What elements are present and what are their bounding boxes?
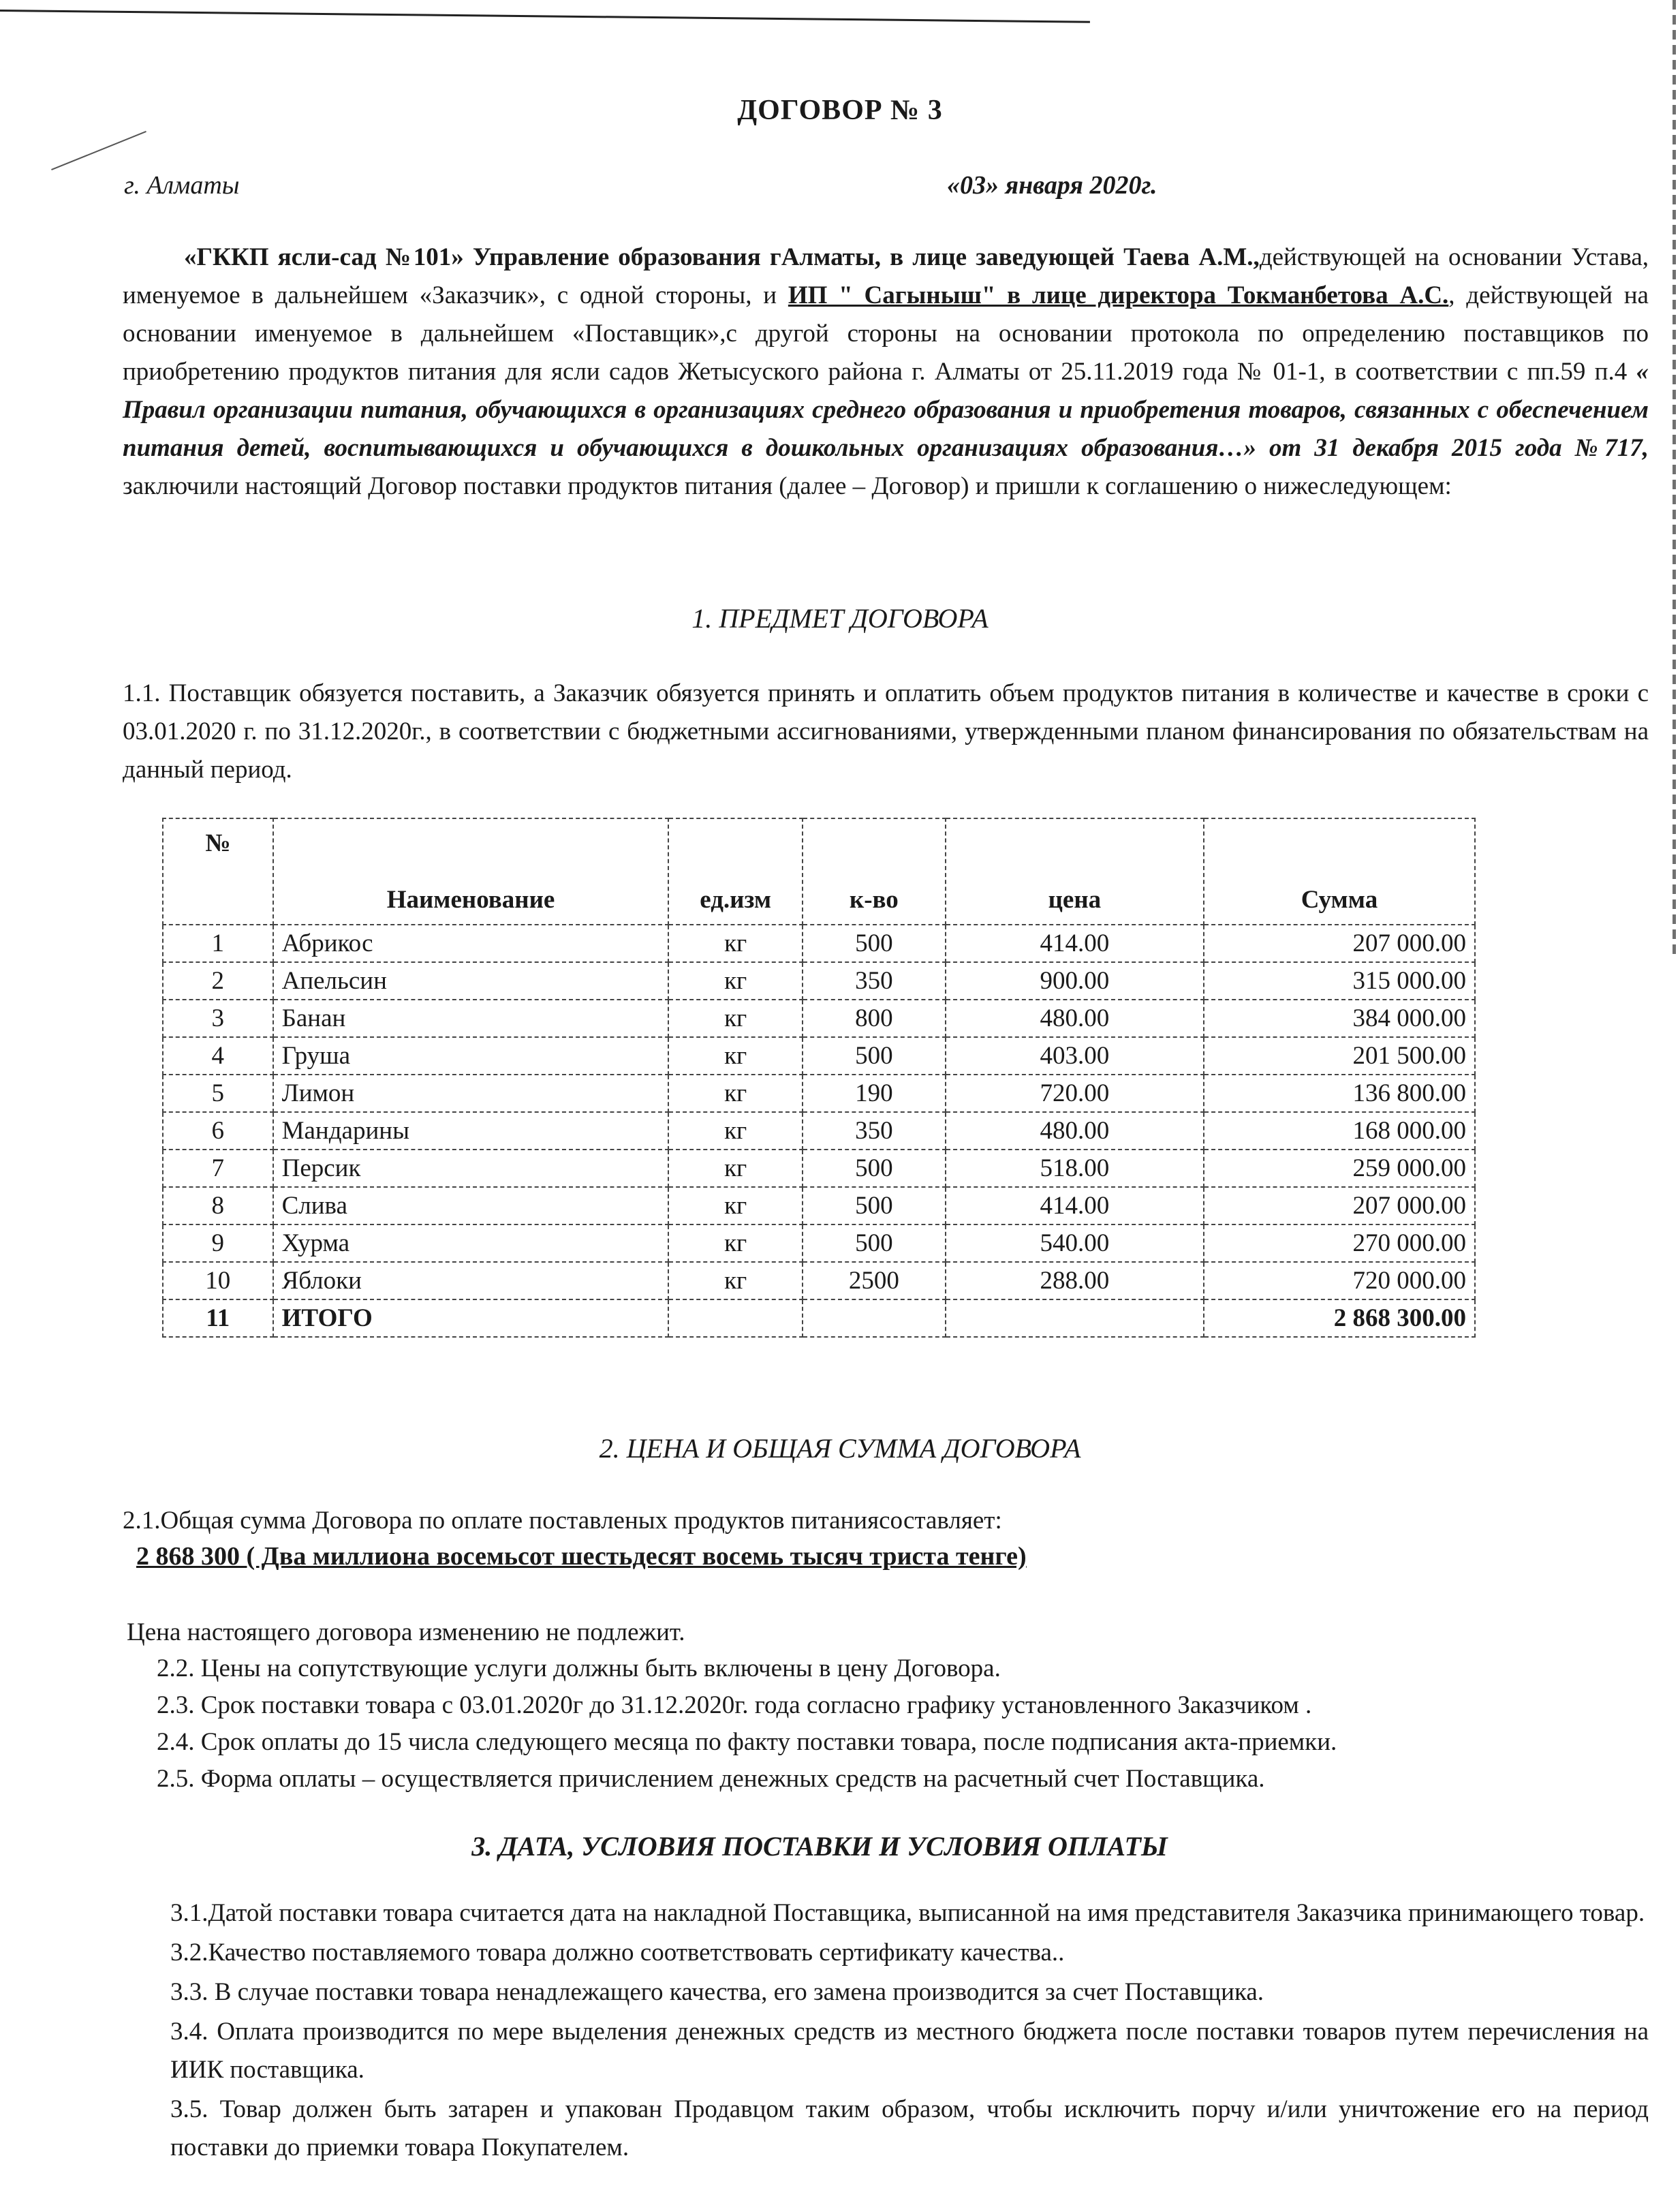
row-unit: кг xyxy=(668,1075,802,1112)
table-row xyxy=(163,1037,1475,1075)
row-price: 518.00 xyxy=(946,1150,1204,1187)
table-row xyxy=(163,925,1475,962)
row-price: 480.00 xyxy=(946,1000,1204,1037)
row-qty: 500 xyxy=(803,925,946,962)
section2-item: 2.4. Срок оплаты до 15 числа следующего месяца по факту поставки товара, после подписания акта-приемки. xyxy=(157,1728,1337,1756)
row-sum: 207 000.00 xyxy=(1204,925,1475,962)
row-sum: 384 000.00 xyxy=(1204,1000,1475,1037)
row-num: 3 xyxy=(163,1000,273,1037)
row-num: 8 xyxy=(163,1187,273,1224)
section3-item: 3.5. Товар должен быть затарен и упакован Продавцом таким образом, чтобы исключить порчу и/или уничтожение его на период поставки до приемки товара Покупателем. xyxy=(170,2095,1649,2161)
row-name: Слива xyxy=(273,1187,669,1224)
section2-price-fixed: Цена настоящего договора изменению не подлежит. xyxy=(127,1618,685,1646)
row-qty: 800 xyxy=(803,1000,946,1037)
row-num: 9 xyxy=(163,1224,273,1262)
document-title: ДОГОВОР № 3 xyxy=(737,95,943,126)
row-sum: 720 000.00 xyxy=(1204,1262,1475,1299)
row-price: 540.00 xyxy=(946,1224,1204,1262)
row-price: 480.00 xyxy=(946,1112,1204,1150)
row-name: Хурма xyxy=(273,1224,669,1262)
total-qty-empty xyxy=(803,1299,946,1337)
row-unit: кг xyxy=(668,1262,802,1299)
total-sum: 2 868 300.00 xyxy=(1204,1299,1475,1337)
table-row xyxy=(163,1075,1475,1112)
party1-name: «ГККП ясли-сад №101» Управление образования гАлматы, в лице заведующей Таева А.М., xyxy=(184,243,1260,271)
row-sum: 259 000.00 xyxy=(1204,1150,1475,1187)
rules-reference: « Правил организации питания, обучающихся в организациях среднего образования и приобретения товаров, связанных с обеспечением питания детей, воспитывающихся и обучающихся в дошкольных организациях образования…» от 31 декабря 2015 года №717, xyxy=(123,358,1649,462)
row-qty: 2500 xyxy=(803,1262,946,1299)
table-row xyxy=(163,1187,1475,1224)
row-qty: 350 xyxy=(803,1112,946,1150)
total-price-empty xyxy=(946,1299,1204,1337)
row-sum: 315 000.00 xyxy=(1204,962,1475,1000)
row-num: 2 xyxy=(163,962,273,1000)
row-price: 414.00 xyxy=(946,925,1204,962)
row-sum: 207 000.00 xyxy=(1204,1187,1475,1224)
row-price: 414.00 xyxy=(946,1187,1204,1224)
col-header-unit: ед.изм xyxy=(668,818,802,925)
row-sum: 201 500.00 xyxy=(1204,1037,1475,1075)
party2-name: ИП " Сагыныш" в лице директора Токманбетова А.С. xyxy=(788,281,1449,309)
row-name: Персик xyxy=(273,1150,669,1187)
row-unit: кг xyxy=(668,925,802,962)
intro-text-3: заключили настоящий Договор поставки продуктов питания (далее – Договор) и пришли к соглашению о нижеследующем: xyxy=(123,472,1452,500)
col-header-num: № xyxy=(163,818,273,925)
col-header-price: цена xyxy=(946,818,1204,925)
row-name: Мандарины xyxy=(273,1112,669,1150)
table-row xyxy=(163,1150,1475,1187)
intro-text-1: действующей на основании Устава, именуемое в дальнейшем «Заказчик», с одной стороны, и xyxy=(123,243,1649,309)
row-sum: 168 000.00 xyxy=(1204,1112,1475,1150)
table-total-row xyxy=(163,1299,1475,1337)
table-row xyxy=(163,1224,1475,1262)
col-header-qty: к-во xyxy=(803,818,946,925)
scan-artifact-right xyxy=(1673,0,1676,954)
table-row xyxy=(163,962,1475,1000)
table-row xyxy=(163,1000,1475,1037)
row-name: Банан xyxy=(273,1000,669,1037)
section3-item: 3.1.Датой поставки товара считается дата на накладной Поставщика, выписанной на имя представителя Заказчика принимающего товар. xyxy=(170,1899,1645,1927)
row-price: 900.00 xyxy=(946,962,1204,1000)
total-num: 11 xyxy=(163,1299,273,1337)
row-name: Абрикос xyxy=(273,925,669,962)
row-unit: кг xyxy=(668,1187,802,1224)
row-qty: 350 xyxy=(803,962,946,1000)
section1-title: 1. ПРЕДМЕТ ДОГОВОРА xyxy=(691,603,989,634)
row-unit: кг xyxy=(668,1224,802,1262)
row-name: Яблоки xyxy=(273,1262,669,1299)
section2-list xyxy=(157,1650,1680,1798)
section2-title: 2. ЦЕНА И ОБЩАЯ СУММА ДОГОВОРА xyxy=(599,1433,1081,1464)
row-sum: 270 000.00 xyxy=(1204,1224,1475,1262)
row-price: 720.00 xyxy=(946,1075,1204,1112)
row-sum: 136 800.00 xyxy=(1204,1075,1475,1112)
row-unit: кг xyxy=(668,1112,802,1150)
contract-city: г. Алматы xyxy=(124,171,240,200)
section2-item: 2.3. Срок поставки товара с 03.01.2020г до 31.12.2020г. года согласно графику установленного Заказчиком . xyxy=(157,1691,1312,1719)
table-header-row xyxy=(163,818,1475,925)
total-label: ИТОГО xyxy=(273,1299,669,1337)
row-qty: 190 xyxy=(803,1075,946,1112)
section3-item: 3.4. Оплата производится по мере выделения денежных средств из местного бюджета после поставки товаров путем перечисления на ИИК поставщика. xyxy=(170,2018,1649,2084)
total-unit-empty xyxy=(668,1299,802,1337)
col-header-name: Наименование xyxy=(273,818,669,925)
pen-mark xyxy=(51,131,146,170)
row-name: Груша xyxy=(273,1037,669,1075)
section3-item: 3.3. В случае поставки товара ненадлежащего качества, его замена производится за счет Поставщика. xyxy=(170,1978,1264,2006)
table-row xyxy=(163,1262,1475,1299)
row-num: 5 xyxy=(163,1075,273,1112)
intro-paragraph xyxy=(123,238,1649,506)
row-num: 1 xyxy=(163,925,273,962)
section3-list xyxy=(170,1894,1649,2168)
row-unit: кг xyxy=(668,962,802,1000)
section2-paragraph-1: 2.1.Общая сумма Договора по оплате поставленых продуктов питаниясоставляет: xyxy=(123,1507,1002,1535)
scan-artifact-top xyxy=(0,10,1090,23)
row-price: 403.00 xyxy=(946,1037,1204,1075)
row-name: Апельсин xyxy=(273,962,669,1000)
row-qty: 500 xyxy=(803,1187,946,1224)
products-table xyxy=(162,818,1476,1338)
row-num: 7 xyxy=(163,1150,273,1187)
row-num: 4 xyxy=(163,1037,273,1075)
contract-total-sum-text: 2 868 300 ( Два миллиона восемьсот шестьдесят восемь тысяч триста тенге) xyxy=(136,1542,1027,1571)
row-qty: 500 xyxy=(803,1150,946,1187)
row-unit: кг xyxy=(668,1150,802,1187)
section3-title: 3. ДАТА, УСЛОВИЯ ПОСТАВКИ И УСЛОВИЯ ОПЛАТЫ xyxy=(471,1831,1168,1862)
row-qty: 500 xyxy=(803,1037,946,1075)
section2-item: 2.5. Форма оплаты – осуществляется причислением денежных средств на расчетный счет Поставщика. xyxy=(157,1765,1265,1793)
row-qty: 500 xyxy=(803,1224,946,1262)
table-row xyxy=(163,1112,1475,1150)
row-num: 6 xyxy=(163,1112,273,1150)
row-num: 10 xyxy=(163,1262,273,1299)
contract-date: «03» января 2020г. xyxy=(947,171,1157,200)
intro-text-2: , действующей на основании именуемое в дальнейшем «Поставщик»,с другой стороны на основании протокола по определению поставщиков по приобретению продуктов питания для ясли садов Жетысуского района г. Алматы от 25.11.2019 года № 01-1, в соответствии с пп.59 п.4 xyxy=(123,281,1649,386)
section1-paragraph: 1.1. Поставщик обязуется поставить, а Заказчик обязуется принять и оплатить объем продуктов питания в количестве и качестве в сроки с 03.01.2020 г. по 31.12.2020г., в соответствии с бюджетными ассигнованиями, утвержденными планом финансирования по обязательствам на данный период. xyxy=(123,679,1649,784)
row-name: Лимон xyxy=(273,1075,669,1112)
section2-item: 2.2. Цены на сопутствующие услуги должны быть включены в цену Договора. xyxy=(157,1654,1001,1682)
row-price: 288.00 xyxy=(946,1262,1204,1299)
col-header-sum: Сумма xyxy=(1204,818,1475,925)
section3-item: 3.2.Качество поставляемого товара должно соответствовать сертификату качества.. xyxy=(170,1939,1065,1967)
row-unit: кг xyxy=(668,1000,802,1037)
row-unit: кг xyxy=(668,1037,802,1075)
